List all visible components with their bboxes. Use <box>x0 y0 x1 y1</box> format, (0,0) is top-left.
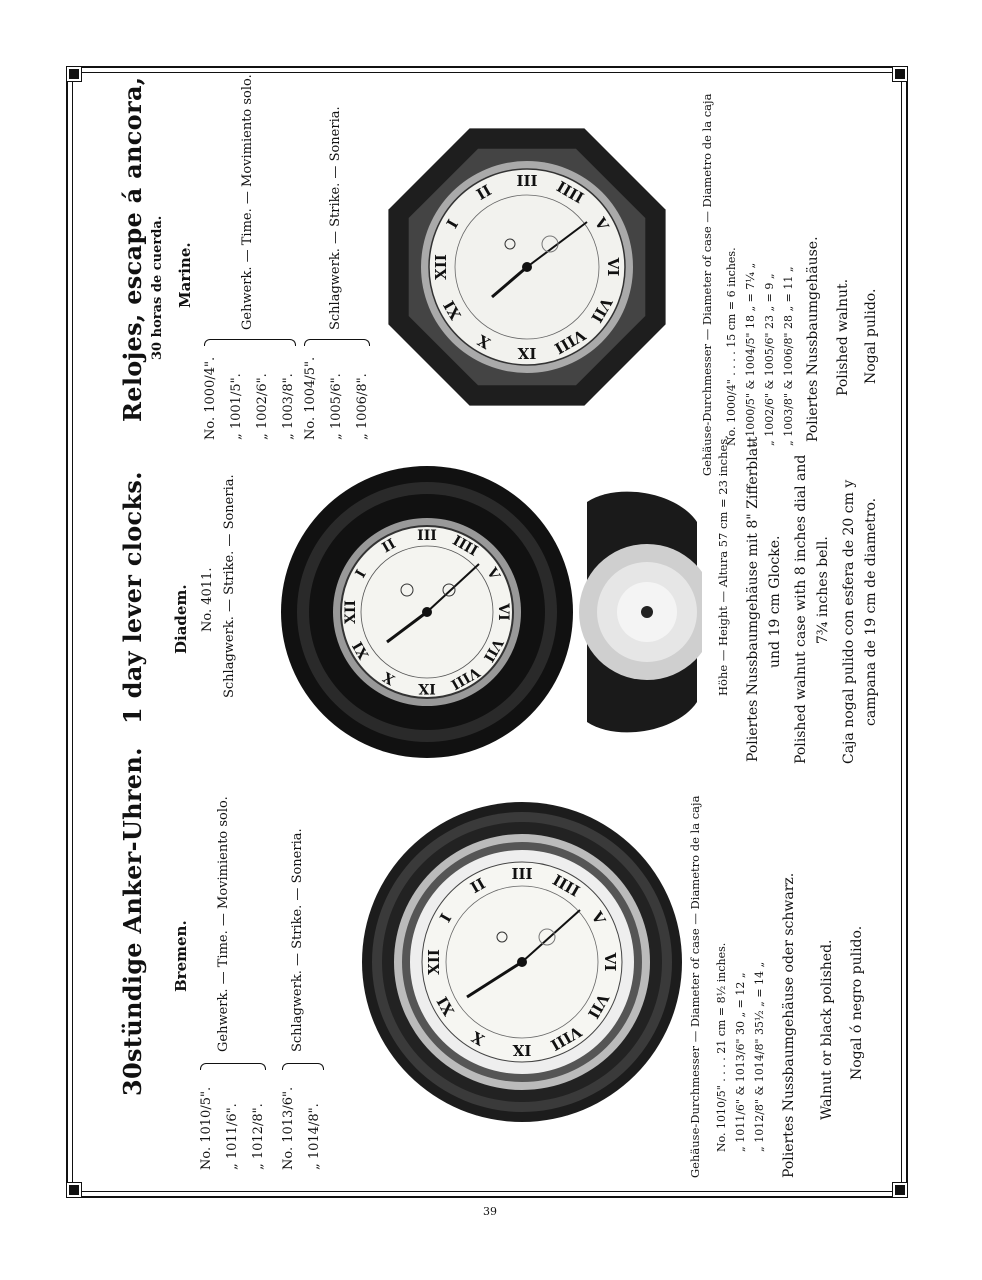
clock-numeral: XI <box>349 638 373 662</box>
clock-numeral: IX <box>517 344 537 362</box>
clock-numeral: VI <box>495 603 511 621</box>
diadem-desc-es-1: Caja nogal pulido con esfera de 20 cm y <box>841 479 857 764</box>
marine-time-list <box>198 357 302 440</box>
list-item: „ 1011/6". <box>225 1103 240 1170</box>
subtitle-marine: 30 horas de cuerda. <box>150 215 165 360</box>
marine-strike-label: Schlagwerk. — Strike. — Soneria. <box>328 106 343 330</box>
brace <box>304 339 370 346</box>
marine-desc-es: Nogal pulido. <box>863 288 879 384</box>
diadem-desc-en-2: 7¾ inches bell. <box>815 536 831 644</box>
clock-numeral: XI <box>440 297 465 323</box>
diadem-number: No. 4011. <box>200 567 215 632</box>
clock-numeral: XII <box>432 254 450 280</box>
list-item: „ 1006/8". <box>355 373 370 440</box>
clock-numeral: VIII <box>547 1022 585 1055</box>
clock-numeral: VIII <box>447 663 483 693</box>
clock-numeral: II <box>467 874 489 898</box>
size-row: „ 1000/5" & 1004/5" 18 „ = 7¼ „ <box>744 262 757 446</box>
bremen-sizes <box>712 943 769 1152</box>
size-row: „ 1003/8" & 1006/8" 28 „ = 11 „ <box>782 266 795 446</box>
bremen-strike-list <box>276 1087 328 1170</box>
clock-numeral: XII <box>425 949 443 975</box>
catalogue-page <box>72 72 902 1192</box>
clock-numeral: VII <box>587 294 616 326</box>
clock-numeral: IIII <box>549 870 583 901</box>
marine-desc-en: Polished walnut. <box>835 278 851 396</box>
clock-numeral: VII <box>583 990 613 1022</box>
clock-numeral: V <box>587 908 609 928</box>
list-item: No. 1000/4". <box>203 356 218 440</box>
clock-numeral: X <box>380 668 398 688</box>
size-row: No. 1010/5" . . . . 21 cm = 8½ inches. <box>715 942 728 1152</box>
size-row: No. 1000/4" . . . . 15 cm = 6 inches. <box>725 247 738 446</box>
model-name-marine: Marine. <box>176 242 194 308</box>
list-item: „ 1014/8". <box>307 1103 322 1170</box>
clock-numeral: VIII <box>551 325 589 358</box>
marine-desc-de: Poliertes Nussbaumgehäuse. <box>805 236 821 442</box>
clock-numeral: IX <box>418 680 436 696</box>
list-item: No. 1004/5". <box>303 356 318 440</box>
clock-numeral: I <box>352 567 370 581</box>
marine-time-label: Gehwerk. — Time. — Movimiento solo. <box>240 74 255 330</box>
clock-numeral: III <box>516 172 538 190</box>
title-marine: Relojes, escape á ancora, <box>118 76 147 422</box>
diadem-height: Höhe — Height — Altura 57 cm = 23 inches. <box>716 435 730 696</box>
clock-numeral: VII <box>479 635 506 665</box>
diadem-label: Schlagwerk. — Strike. — Soneria. <box>222 474 237 698</box>
bremen-time-list <box>194 1087 272 1170</box>
brace <box>200 1063 266 1070</box>
list-item: „ 1012/8". <box>251 1103 266 1170</box>
clock-numeral: IX <box>512 1041 532 1059</box>
size-row: „ 1011/6" & 1013/6" 30 „ = 12 „ <box>734 972 747 1152</box>
bremen-size-header: Gehäuse-Durchmesser — Diameter of case — Diametro de la caja <box>688 795 702 1178</box>
bremen-strike-label: Schlagwerk. — Strike. — Soneria. <box>290 828 305 1052</box>
list-item: „ 1002/6". <box>255 373 270 440</box>
clock-numeral: IIII <box>553 177 587 208</box>
list-item: „ 1001/5". <box>229 373 244 440</box>
clock-numeral: V <box>483 565 503 583</box>
clock-numeral: X <box>474 330 494 353</box>
page-number: 39 <box>483 1205 497 1218</box>
list-item: No. 1013/6". <box>281 1086 296 1170</box>
bremen-desc-es: Nogal ó negro pulido. <box>849 925 865 1080</box>
size-row: „ 1012/8" & 1014/8" 35½ „ = 14 „ <box>753 961 766 1152</box>
clock-numeral: VI <box>604 257 622 277</box>
diadem-clock-illustration <box>257 442 702 782</box>
diadem-desc-de-1: Poliertes Nussbaumgehäuse mit 8" Zifferblatt <box>745 436 761 762</box>
clock-numeral: V <box>590 214 613 234</box>
clock-numeral: X <box>468 1027 488 1049</box>
bremen-desc-de: Poliertes Nussbaumgehäuse oder schwarz. <box>781 872 797 1178</box>
clock-numeral: XI <box>433 993 459 1019</box>
clock-numeral: XII <box>343 600 359 624</box>
clock-numeral: I <box>436 910 456 926</box>
clock-numeral: VI <box>601 952 619 972</box>
brace <box>282 1063 324 1070</box>
model-name-diadem: Diadem. <box>172 584 190 654</box>
list-item: No. 1010/5". <box>199 1086 214 1170</box>
bremen-desc-en: Walnut or black polished. <box>819 939 835 1120</box>
diadem-desc-es-2: campana de 19 cm de diametro. <box>863 497 879 726</box>
diadem-desc-de-2: und 19 cm Glocke. <box>767 535 783 668</box>
clock-numeral: II <box>473 181 495 204</box>
clock-numeral: III <box>511 865 533 883</box>
brace <box>204 339 296 346</box>
bremen-time-label: Gehwerk. — Time. — Movimiento solo. <box>216 796 231 1052</box>
title-bremen: 30stündige Anker-Uhren. <box>118 747 147 1096</box>
list-item: „ 1005/6". <box>329 373 344 440</box>
marine-sizes <box>722 247 798 446</box>
marine-strike-list <box>298 357 376 440</box>
clock-numeral: II <box>379 535 399 557</box>
marine-size-header: Gehäuse-Durchmesser — Diameter of case — Diametro de la caja <box>700 93 714 476</box>
clock-numeral: III <box>417 528 437 544</box>
list-item: „ 1003/8". <box>281 373 296 440</box>
title-diadem: 1 day lever clocks. <box>118 471 147 724</box>
size-row: „ 1002/6" & 1005/6" 23 „ = 9 „ <box>763 273 776 446</box>
marine-clock-illustration <box>372 112 682 422</box>
model-name-bremen: Bremen. <box>172 920 190 992</box>
clock-numeral: IIII <box>449 532 481 560</box>
clock-numeral: I <box>442 216 463 232</box>
diadem-desc-en-1: Polished walnut case with 8 inches dial and <box>793 454 809 764</box>
bremen-clock-illustration <box>352 792 692 1132</box>
